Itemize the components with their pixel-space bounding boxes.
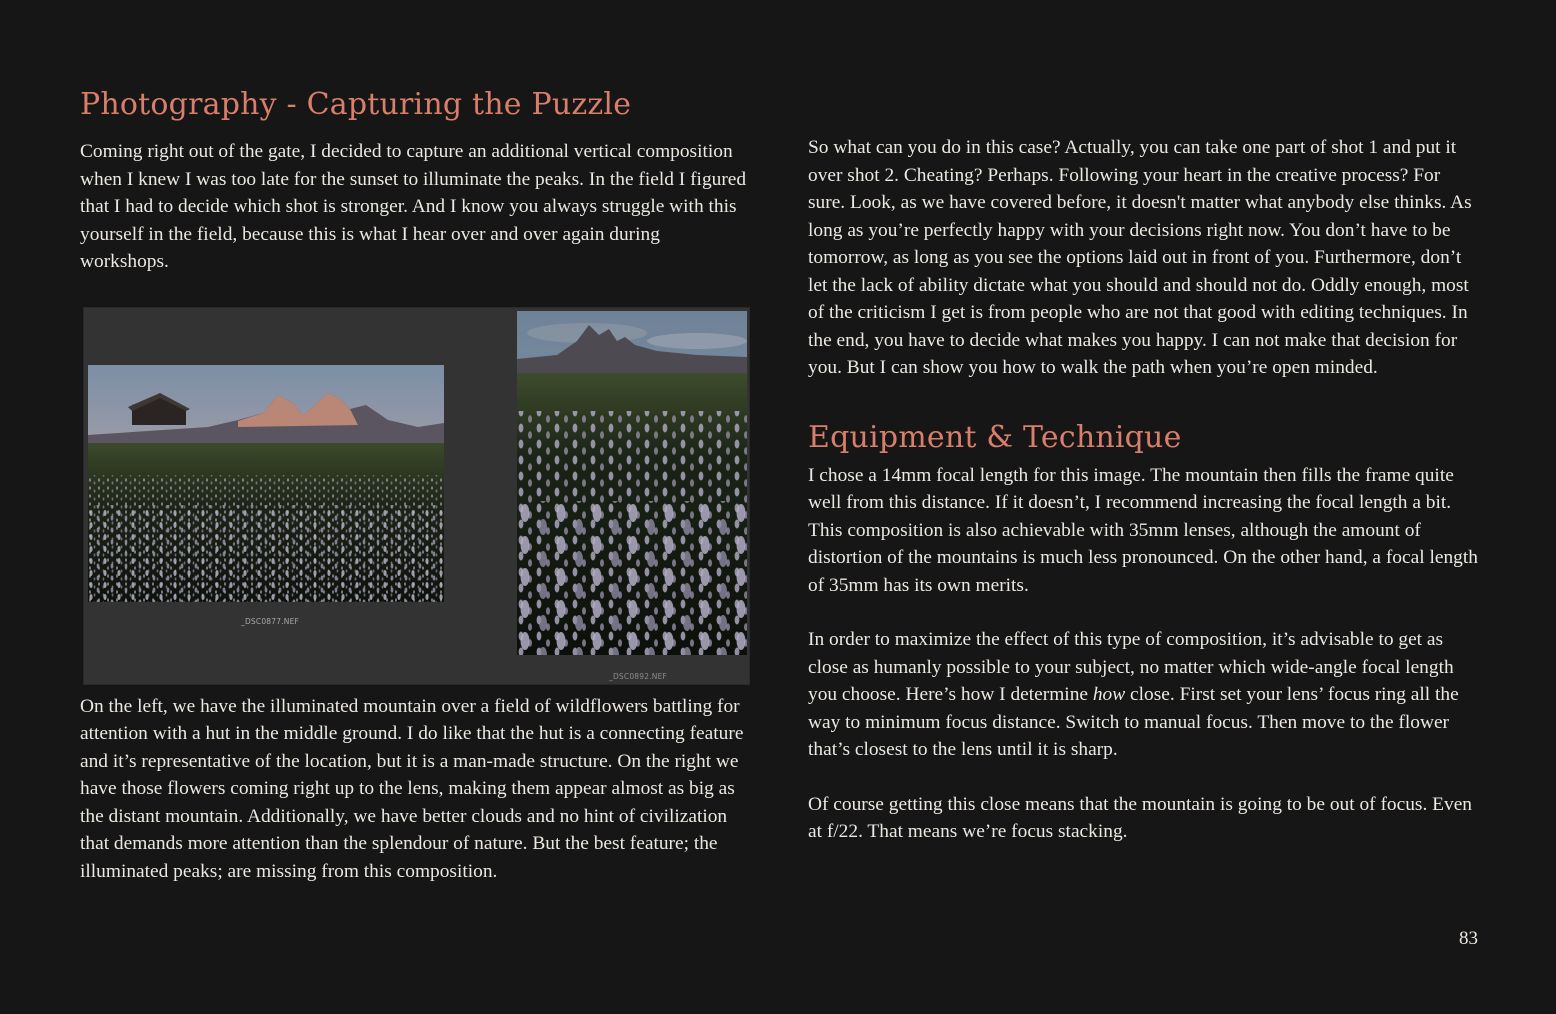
emphasis-how: how	[1092, 684, 1126, 705]
page-number: 83	[1459, 928, 1478, 949]
comparison-paragraph: On the left, we have the illuminated mountain over a field of wildflowers battling for attention with a hut in the middle ground. I do like that the hut is a connecting feature and it’s representative of the location, but it is a man-made structure. On the right we have those flowers coming right up to the lens, making them appear almost as big as the distant mountain. Additionally, we have better clouds and no hint of civilization that demands more attention than the splendour of nature. But the best feature; the illuminated peaks; are missing from this composition.	[80, 695, 744, 882]
file-label-right: _DSC0892.NEF	[609, 671, 668, 681]
left-column	[80, 82, 752, 885]
focal-length-paragraph: I chose a 14mm focal length for this image. The mountain then fills the frame quite well from this distance. If it doesn’t, I recommend increasing the focal length a bit. This composition is also achievable with 35mm lenses, although the amount of distortion of the mountains is much less pronounced. On the other hand, a focal length of 35mm has its own merits.	[808, 464, 1478, 596]
focus-distance-text-start: In order to maximize the effect of this type of composition, it’s advisable to get as close as humanly possible to your subject, no matter which wide-angle focal length you choose. Here’s how I determine	[808, 629, 1454, 705]
focus-distance-text-end: close. First set your lens’ focus ring all the way to minimum focus distance. Switch to manual focus. Then move to the flower that’s closest to the lens until it is sharp.	[808, 684, 1459, 760]
right-column	[808, 134, 1480, 846]
focus-stacking-paragraph: Of course getting this close means that the mountain is going to be out of focus. Even at f/22. That means we’re focus stacking.	[808, 793, 1472, 842]
landscape-photo-hut	[88, 365, 444, 602]
landscape-photo-flowers	[517, 311, 747, 655]
file-label-left: _DSC0877.NEF	[241, 616, 300, 626]
cheating-paragraph: So what can you do in this case? Actually, you can take one part of shot 1 and put it over shot 2. Cheating? Perhaps. Following your heart in the creative process? For sure. Look, as we have covered before, it doesn't matter what anybody else thinks. As long as you’re perfectly happy with your decisions right now. You don’t have to be tomorrow, as long as you see the options laid out in front of you. Furthermore, don’t let the lack of ability dictate what you should and should not do. Oddly enough, most of the criticism I get is from people who are not that good with editing techniques. In the end, you have to decide what makes you happy. I can not make that decision for you. But I can show you how to walk the path when you’re open minded.	[808, 137, 1472, 378]
section-heading-photography: Photography - Capturing the Puzzle	[80, 87, 632, 122]
focus-distance-paragraph	[808, 626, 1480, 764]
intro-paragraph: Coming right out of the gate, I decided to capture an additional vertical composition when I knew I was too late for the sunset to illuminate the peaks. In the field I figured that I had to decide which shot is stronger. And I know you always struggle with this yourself in the field, because this is what I hear over and over again during workshops.	[80, 141, 747, 272]
section-heading-equipment: Equipment & Technique	[808, 419, 1182, 455]
comparison-image	[83, 307, 750, 685]
